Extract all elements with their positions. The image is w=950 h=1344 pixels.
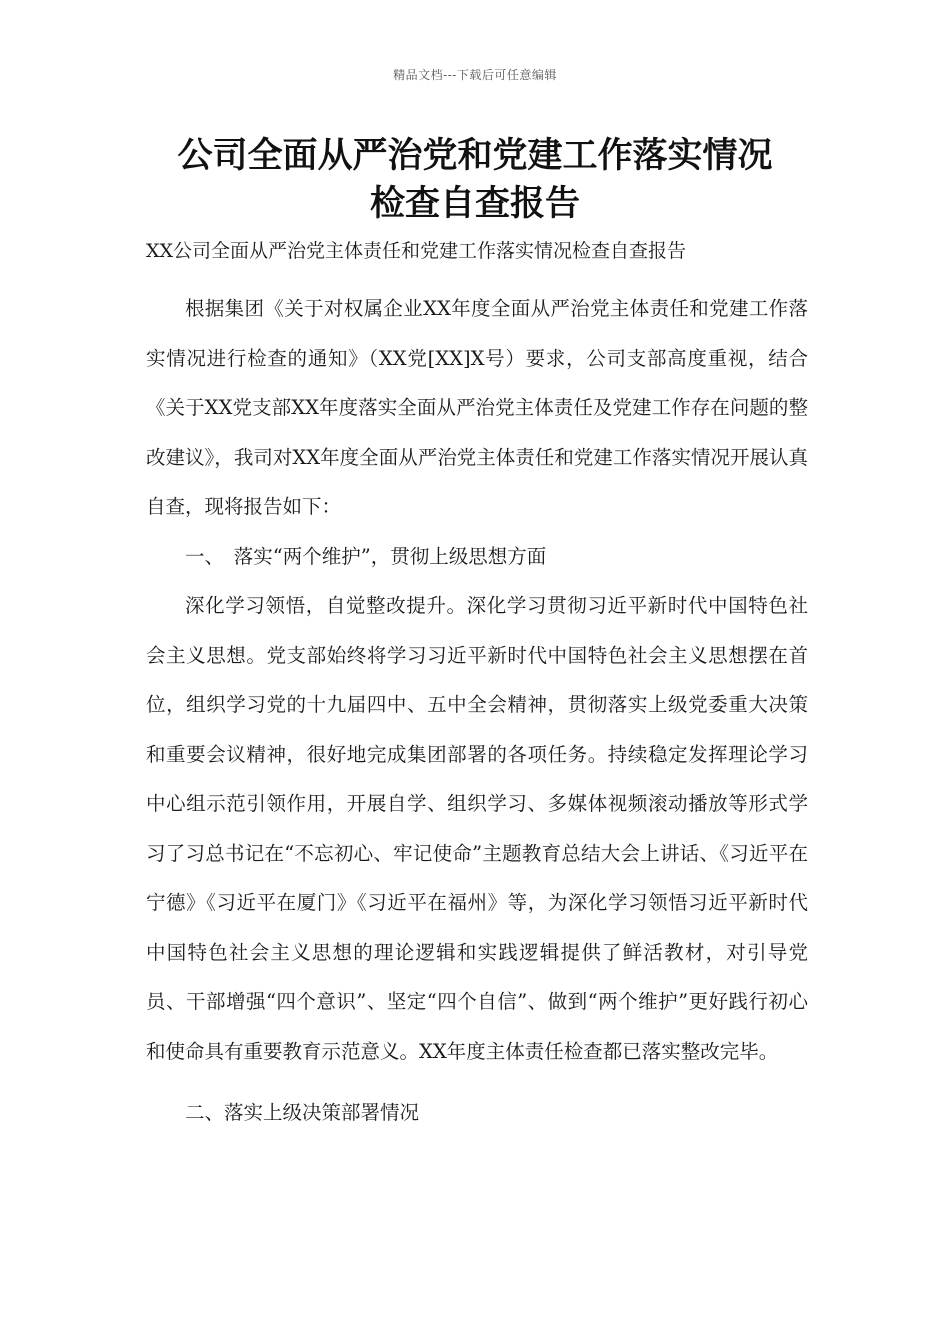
document-title-line-2: 检查自查报告 <box>369 184 580 224</box>
document-subtitle: XX公司全面从严治党主体责任和党建工作落实情况检查自查报告 <box>146 240 687 262</box>
intro-paragraph: 根据集团《关于对权属企业XX年度全面从严治党主体责任和党建工作落实情况进行检查的通知》（XX党[XX]X号）要求，公司支部高度重视，结合《关于XX党支部XX年度落实全面从严治党主体责任及党建工作存在问题的整改建议》，我司对XX年度全面从严治党主体责任和党建工作落实情况开展认真自查，现将报告如下： <box>146 297 808 518</box>
document-body <box>146 284 808 1138</box>
section-heading-2: 二、落实上级决策部署情况 <box>185 1101 420 1124</box>
section-1-paragraph: 深化学习领悟，自觉整改提升。深化学习贯彻习近平新时代中国特色社会主义思想。党支部始终将学习习近平新时代中国特色社会主义思想摆在首位，组织学习党的十九届四中、五中全会精神，贯彻落实上级党委重大决策和重要会议精神，很好地完成集团部署的各项任务。持续稳定发挥理论学习中心组示范引领作用，开展自学、组织学习、多媒体视频滚动播放等形式学习了习总书记在“不忘初心、牢记使命”主题教育总结大会上讲话、《习近平在宁德》《习近平在厦门》《习近平在福州》等，为深化学习领悟习近平新时代中国特色社会主义思想的理论逻辑和实践逻辑提供了鲜活教材，对引导党员、干部增强“四个意识”、坚定“四个自信”、做到“两个维护”更好践行初心和使命具有重要教育示范意义。XX年度主体责任检查都已落实整改完毕。 <box>146 594 808 1063</box>
watermark-text: 精品文档---下载后可任意编辑 <box>393 68 557 82</box>
document-title-line-1: 公司全面从严治党和党建工作落实情况 <box>177 136 773 176</box>
section-heading-1: 一、 落实“两个维护”，贯彻上级思想方面 <box>185 544 547 568</box>
